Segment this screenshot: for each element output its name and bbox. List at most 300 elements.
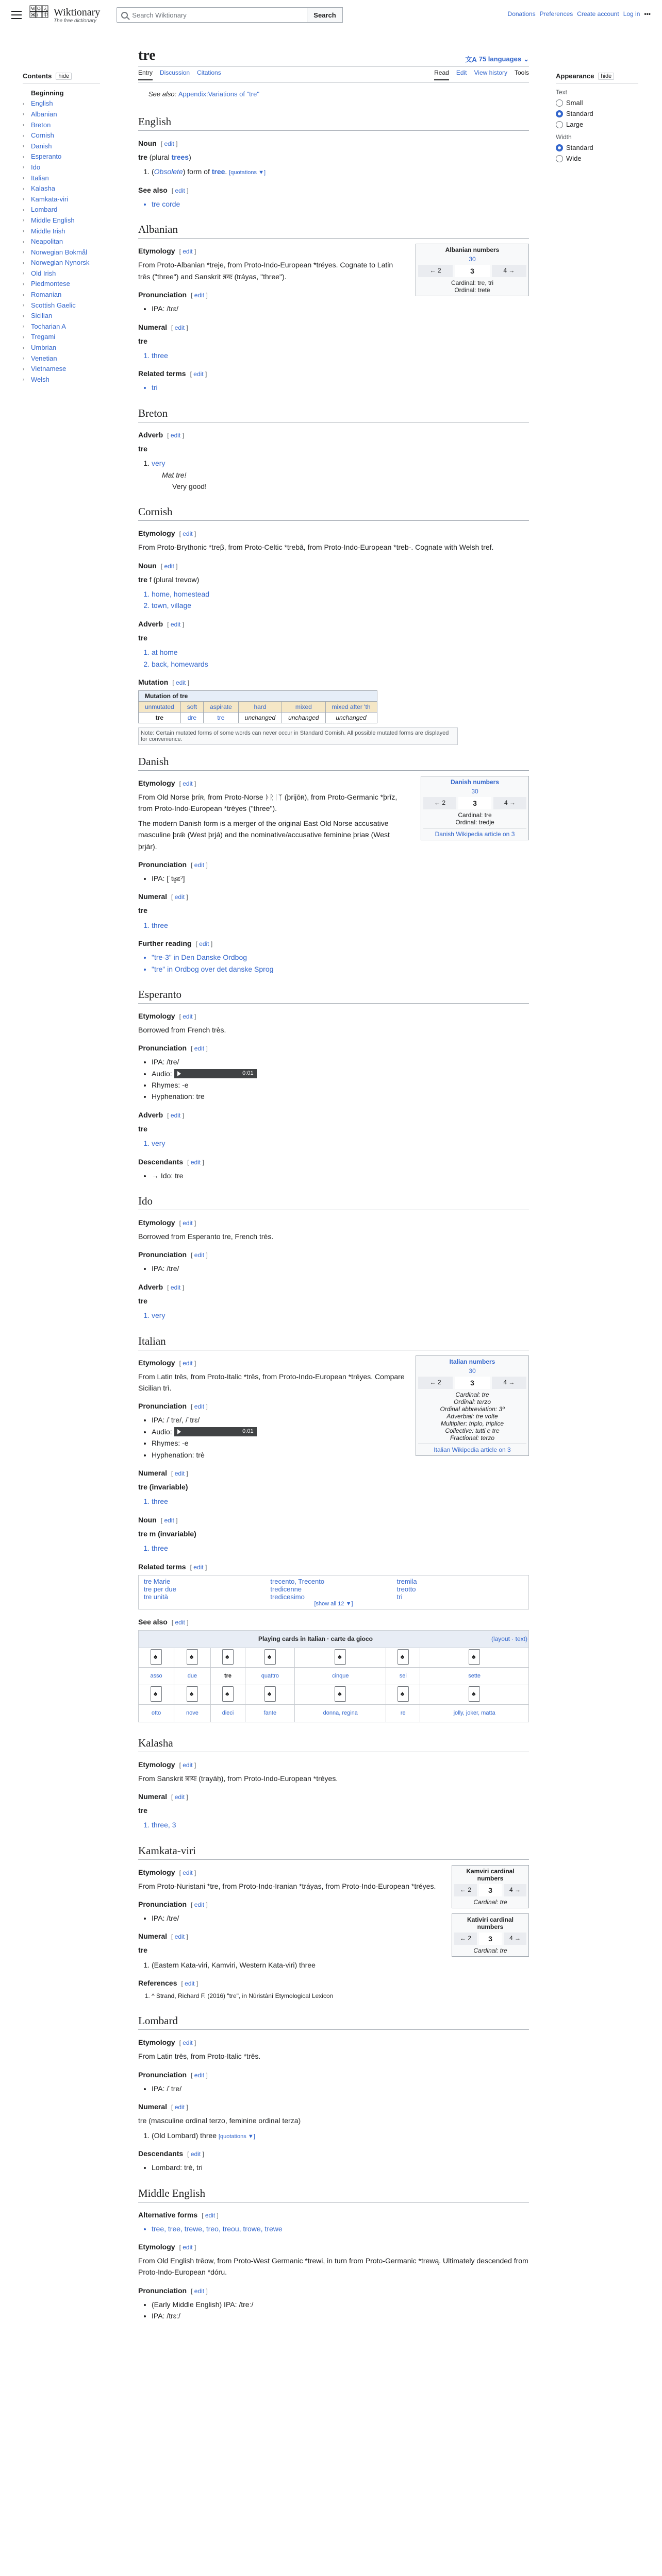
albanian-pronunciation-heading: Pronunciation [ edit ] [138,291,208,299]
chevron-right-icon[interactable]: › [23,324,24,329]
chevron-right-icon[interactable]: › [23,175,24,181]
toc-item[interactable]: › Piedmontese [23,280,70,288]
kamkata-etymology: From Proto-Nuristani *tre, from Proto-Indo-Iranian *tráyas, from Proto-Indo-European *tréyes. [138,1882,436,1890]
me-ipa: • (Early Middle English) IPA: /treː/ [152,2299,529,2310]
edit-link[interactable]: edit [185,1980,195,1988]
esperanto-definition[interactable]: 1. very [152,1138,529,1149]
chevron-right-icon[interactable]: › [23,207,24,212]
card-icon [335,1686,346,1702]
card-icon [264,1686,276,1702]
cornish-definition[interactable]: 2. town, village [152,600,529,611]
section-english: English [138,105,529,131]
tab-entry[interactable]: Entry [138,69,153,80]
italian-rhymes: • Rhymes: -e [152,1437,529,1449]
english-see-also-heading: See also [ edit ] [138,185,189,194]
ido-adverb-heading: Adverb [ edit ] [138,1282,184,1291]
section-middle-english: Middle English [138,2177,529,2202]
chevron-right-icon[interactable]: › [23,355,24,361]
alt-forms-list[interactable]: • tree, tree, trewe, treo, treou, trowe, trewe [152,2223,529,2234]
cornish-headword: tre f (plural trevow) [138,575,200,584]
edit-link[interactable]: edit [194,1901,205,1909]
toc-hide-button[interactable]: hide [56,73,72,80]
ido-etymology: Borrowed from Esperanto tre, French très. [138,1232,274,1241]
preferences-link[interactable]: Preferences [539,10,573,18]
edit-link[interactable]: edit [194,2287,205,2295]
italian-audio: • Audio: 0:01 [152,1426,529,1437]
edit-link[interactable]: edit [170,431,181,439]
toc-item[interactable]: › Albanian [23,110,57,118]
italian-definition[interactable]: 1. three [152,1543,529,1554]
playing-cards-table: Playing cards in Italian · carte da gioco (layout · text) ♠ ♠ ♠ ♠ ♠ ♠ ♠ asso due tre quattro cinque sei sette ♠ ♠ ♠ ♠ ♠ ♠ ♠ otto nove dieci fante donna, regina re jolly, joker, matta [138,1630,529,1722]
edit-link[interactable]: edit [183,1359,193,1367]
play-icon [177,1071,181,1076]
search-form [117,7,342,23]
italian-headword: tre m (invariable) [138,1529,196,1538]
lombard-headword: tre (masculine ordinal terzo, feminine ordinal terza) [138,2116,301,2125]
chevron-right-icon[interactable]: › [23,270,24,276]
card-icon [469,1649,480,1665]
toc-item[interactable]: › Norwegian Nynorsk [23,259,90,267]
albanian-numeral-heading: Numeral [ edit ] [138,323,188,331]
edit-link[interactable]: edit [174,1793,185,1801]
card-icon [398,1649,409,1665]
site-name: Wiktionary [54,6,101,18]
toc-item[interactable]: › Danish [23,142,52,150]
italian-etymology-heading: Etymology [ edit ] [138,1358,196,1367]
card-icon [187,1649,198,1665]
search-icon [121,12,128,19]
edit-link[interactable]: edit [174,2104,185,2111]
toc-header [23,72,100,83]
lombard-pronunciation-heading: Pronunciation [ edit ] [138,2070,208,2079]
related-term-link[interactable]: trecento, Trecento [270,1577,325,1585]
text-large-radio[interactable]: Large [556,121,638,128]
card-icon [222,1686,234,1702]
lombard-etymology: From Latin trēs, from Proto-Italic *trēs. [138,2052,261,2061]
edit-link[interactable]: edit [164,1516,174,1524]
esperanto-audio: • Audio: 0:01 [152,1068,529,1079]
quotations-toggle[interactable]: [quotations ▼] [229,170,266,176]
kamkata-ipa: • IPA: /tɾe/ [152,1912,529,1924]
edit-link[interactable]: edit [194,1251,205,1259]
chevron-right-icon[interactable]: › [23,122,24,128]
cornish-mutation-heading: Mutation [ edit ] [138,678,190,687]
toc-item[interactable]: › English [23,99,53,108]
svg-text:え: え [43,6,48,11]
further-reading-link[interactable]: • "tre" in Ordbog over det danske Sprog [152,963,529,975]
related-term-link[interactable]: tre Marie [144,1577,171,1585]
related-term-link[interactable]: treotto [396,1585,416,1593]
layout-link[interactable]: (layout · text) [491,1635,527,1643]
danish-definition[interactable]: 1. three [152,920,529,931]
toc-item[interactable]: Beginning [31,89,64,97]
chevron-right-icon[interactable]: › [23,185,24,191]
cornish-headword: tre [138,633,147,642]
me-pronunciation-heading: Pronunciation [ edit ] [138,2286,208,2295]
edit-link[interactable]: edit [194,1045,205,1053]
toc-item[interactable]: › Venetian [23,354,57,362]
section-albanian: Albanian [138,213,529,239]
edit-link[interactable]: edit [183,530,193,538]
toc-item[interactable]: › Ido [23,163,41,171]
edit-link[interactable]: edit [170,1283,181,1291]
section-kamkata-viri: Kamkata-viri [138,1834,529,1860]
danish-numbers-box: Danish numbers 30 ← 2 3 4 → Cardinal: tre Ordinal: tredje Danish Wikipedia article on 3 [421,776,529,840]
edit-link[interactable]: edit [205,2211,216,2219]
edit-link[interactable]: edit [194,861,205,869]
danish-etymology-heading: Etymology [ edit ] [138,779,196,788]
kamviri-numbers-box: Kamviri cardinal numbers ← 2 3 4 → Cardinal: tre [452,1865,529,1908]
languages-button[interactable]: 文A 75 languages ⌄ [465,55,529,63]
me-ipa: • IPA: /trɛː/ [152,2310,529,2321]
tab-citations[interactable]: Citations [197,69,221,76]
edit-link[interactable]: edit [175,1618,185,1626]
chevron-right-icon[interactable]: › [23,292,24,297]
english-noun-heading: Noun [ edit ] [138,139,178,147]
descendant-item: • Lombard: trè, tri [152,2162,529,2173]
italian-numeral-heading: Numeral [ edit ] [138,1468,188,1477]
edit-link[interactable]: edit [190,2150,201,2158]
search-input[interactable]: Search Wiktionary [117,7,307,23]
albanian-ipa: • IPA: /tɾɛ/ [152,303,529,314]
related-term-link[interactable]: tri [396,1592,403,1601]
italian-related-heading: Related terms [ edit ] [138,1562,207,1571]
section-italian: Italian [138,1325,529,1350]
danish-etymology: From Old Norse þríʀ, from Proto-Norse ᚦᚱᛁᛉ (þrijōʀ), from Proto-Germanic *þrīz, from Proto-Indo-European *tréyes ("three"). [138,793,398,813]
italian-pronunciation-heading: Pronunciation [ edit ] [138,1402,208,1411]
related-term-link[interactable]: tremila [396,1577,417,1585]
edit-link[interactable]: edit [170,1111,181,1119]
italian-see-also-heading: See also [ edit ] [138,1617,189,1626]
tab-read[interactable]: Read [434,69,449,80]
card-icon [151,1649,162,1665]
kalasha-definition[interactable]: 1. three, 3 [152,1819,529,1831]
usage-example: Mat tre! [162,470,187,479]
svg-text:Ж: Ж [31,12,36,18]
edit-link[interactable]: edit [164,562,174,570]
site-tagline: The free dictionary [54,18,96,24]
italian-ipa: • IPA: /ˈtre/, /ˈtrɛ/ [152,1414,529,1426]
section-ido: Ido [138,1184,529,1210]
toc-item[interactable]: › Sicilian [23,312,53,320]
ido-definition[interactable]: 1. very [152,1310,529,1321]
appearance-title: Appearance [556,72,594,80]
italian-headword: tre (invariable) [138,1482,188,1491]
edit-link[interactable]: edit [174,324,185,331]
chevron-right-icon[interactable]: › [23,260,24,265]
italian-etymology: From Latin trēs, from Proto-Italic *trēs, from Proto-Indo-European *tréyes. Compare Sicilian trì. [138,1372,405,1392]
toc-item[interactable]: › Umbrian [23,344,57,352]
edit-link[interactable]: edit [194,292,205,299]
svg-text:W: W [31,6,36,11]
svg-text:Ω: Ω [37,6,41,11]
italian-noun-heading: Noun [ edit ] [138,1515,178,1524]
kativiri-numbers-box: Kativiri cardinal numbers ← 2 3 4 → Cardinal: tre [452,1913,529,1957]
main-menu-icon[interactable] [11,11,22,19]
chevron-right-icon[interactable]: › [23,302,24,308]
related-term-link[interactable]: tre unità [144,1592,168,1601]
cornish-definition[interactable]: 1. at home [152,647,529,658]
create-account-link[interactable]: Create account [577,10,619,18]
chevron-right-icon[interactable]: › [23,239,24,244]
edit-link[interactable]: edit [183,780,193,788]
albanian-definition[interactable]: 1. three [152,350,529,361]
wikipedia-link[interactable]: Danish Wikipedia article on 3 [423,828,526,838]
edit-link[interactable]: edit [164,140,174,147]
kamkata-pronunciation-heading: Pronunciation [ edit ] [138,1900,208,1909]
me-etymology: From Old English trēow, from Proto-West Germanic *trewi, in turn from Proto-Germanic *trewą. Ultimately descended from Proto-Indo-European *dóru. [138,2256,528,2277]
albanian-headword: tre [138,336,147,345]
card-icon [335,1649,346,1665]
edit-link[interactable]: edit [199,940,209,948]
esperanto-etymology-heading: Etymology [ edit ] [138,1011,196,1020]
edit-link[interactable]: edit [175,187,185,194]
kamkata-references-heading: References [ edit ] [138,1979,198,1988]
ido-pronunciation-heading: Pronunciation [ edit ] [138,1250,208,1259]
lombard-etymology-heading: Etymology [ edit ] [138,2038,196,2047]
chevron-right-icon[interactable]: › [23,132,24,138]
cornish-definition[interactable]: 2. back, homewards [152,658,529,670]
card-icon [398,1686,409,1702]
tab-view-history[interactable]: View history [474,69,507,76]
related-terms-list [138,1575,529,1609]
esperanto-rhymes: • Rhymes: -e [152,1079,529,1091]
edit-link[interactable]: edit [183,1219,193,1227]
esperanto-hyphenation: • Hyphenation: tre [152,1091,529,1102]
wiktionary-logo-icon[interactable] [29,5,49,25]
appendix-link[interactable]: Appendix:Variations of "tre" [178,90,259,98]
mutation-note: Note: Certain mutated forms of some words can never occur in Standard Cornish. All possible mutated forms are displayed for convenience. [138,727,458,745]
log-in-link[interactable]: Log in [623,10,640,18]
ido-headword: tre [138,1296,147,1305]
mutation-table: Mutation of tre unmutated soft aspirate hard mixed mixed after 'th tre dre tre unchanged unchanged unchanged [138,690,377,723]
audio-player[interactable]: 0:01 [174,1069,257,1078]
edit-link[interactable]: edit [174,1469,185,1477]
further-reading-link[interactable]: • "tre-3" in Den Danske Ordbog [152,952,529,963]
kalasha-headword: tre [138,1806,147,1815]
kamkata-headword: tre [138,1946,147,1955]
edit-link[interactable]: edit [194,1403,205,1411]
kalasha-etymology-heading: Etymology [ edit ] [138,1760,196,1769]
edit-link[interactable]: edit [183,2039,193,2047]
section-cornish: Cornish [138,495,529,521]
wikipedia-link[interactable]: Italian Wikipedia article on 3 [418,1444,526,1453]
main-content [138,47,529,2325]
esperanto-pronunciation-heading: Pronunciation [ edit ] [138,1044,208,1053]
cornish-noun-heading: Noun [ edit ] [138,561,178,570]
edit-link[interactable]: edit [183,1012,193,1020]
table-of-contents [23,72,100,385]
card-icon [151,1686,162,1702]
edit-link[interactable]: edit [174,1933,185,1941]
me-etymology-heading: Etymology [ edit ] [138,2242,196,2251]
user-links [508,10,651,18]
kamkata-numeral-heading: Numeral [ edit ] [138,1932,188,1941]
page-tabs [138,66,529,83]
toc-item[interactable]: › Italian [23,174,49,182]
site-header [0,0,662,30]
chevron-right-icon[interactable]: › [23,100,24,106]
edit-link[interactable]: edit [193,370,204,378]
chevron-right-icon[interactable]: › [23,281,24,286]
chevron-right-icon[interactable]: › [23,143,24,149]
toc-item[interactable]: › Cornish [23,131,54,140]
albanian-etymology-heading: Etymology [ edit ] [138,247,196,256]
cornish-etymology: From Proto-Brythonic *treβ, from Proto-Celtic *trebā, from Proto-Indo-European *treb-. Cognate with Welsh tref. [138,543,494,552]
toc-item[interactable]: › Vietnamese [23,365,67,373]
cornish-etymology-heading: Etymology [ edit ] [138,529,196,538]
card-icon [469,1686,480,1702]
section-kalasha: Kalasha [138,1726,529,1752]
tab-edit[interactable]: Edit [456,69,467,76]
edit-link[interactable]: edit [183,248,193,256]
toc-item[interactable]: › Middle English [23,216,75,224]
esperanto-descendants-heading: Descendants [ edit ] [138,1157,204,1166]
cornish-adverb-heading: Adverb [ edit ] [138,619,184,628]
toc-item[interactable]: › Kalasha [23,184,55,193]
danish-ipa: • IPA: [ˈtʁ̥ɛˀ] [152,873,529,884]
chevron-right-icon[interactable]: › [23,154,24,159]
toc-title: Contents [23,72,52,80]
lombard-numeral-heading: Numeral [ edit ] [138,2103,188,2111]
danish-numeral-heading: Numeral [ edit ] [138,892,188,901]
toc-item[interactable]: › Welsh [23,375,49,383]
cornish-definition[interactable]: 1. home, homestead [152,588,529,600]
audio-player[interactable]: 0:01 [174,1427,257,1436]
chevron-down-icon: ⌄ [523,55,529,63]
toc-item[interactable]: › Old Irish [23,269,56,277]
toc-item[interactable]: › Esperanto [23,152,62,161]
esperanto-adverb-heading: Adverb [ edit ] [138,1110,184,1119]
play-icon [177,1429,181,1434]
card-icon [222,1649,234,1665]
page-title: tre [138,47,156,63]
chevron-right-icon[interactable]: › [23,217,24,223]
toc-item[interactable]: › Tregami [23,333,56,341]
width-wide-radio[interactable]: Wide [556,155,638,162]
edit-link[interactable]: edit [183,1869,193,1876]
text-small-radio[interactable]: Small [556,99,638,107]
lombard-ipa: • IPA: /ˈtre/ [152,2083,529,2094]
chevron-right-icon[interactable]: › [23,111,24,117]
danish-etymology-note: The modern Danish form is a merger of the original East Old Norse accusative masculine þrǣ (West þrjá) and the nominative/accusative feminine þriaʀ (West þrjár). [138,819,390,851]
lombard-definition: 1. (Old Lombard) three [quotations ▼] [152,2130,529,2142]
related-term-link[interactable]: tredicenne [270,1585,302,1593]
esperanto-etymology: Borrowed from French très. [138,1025,226,1034]
appearance-hide-button[interactable]: hide [598,73,614,80]
chevron-right-icon[interactable]: › [23,313,24,318]
toc-item[interactable]: › Scottish Gaelic [23,301,76,309]
ido-etymology-heading: Etymology [ edit ] [138,1218,196,1227]
appearance-header [556,72,638,83]
ido-ipa: • IPA: /tre/ [152,1263,529,1274]
english-definition: 1. (Obsolete) form of tree. [quotations ▼] [152,166,529,178]
edit-link[interactable]: edit [193,1563,204,1571]
albanian-etymology: From Proto-Albanian *treje, from Proto-Indo-European *tréyes. Cognate to Latin trēs ("three") and Sanskrit त्रयः (tráyas, "three"). [138,261,393,281]
danish-pronunciation-heading: Pronunciation [ edit ] [138,860,208,869]
tab-tools[interactable]: Tools [514,69,529,76]
show-all-toggle[interactable]: [show all 12 ▼] [314,1600,353,1607]
quotations-toggle[interactable]: [quotations ▼] [218,2133,255,2140]
width-standard-radio[interactable]: Standard [556,144,638,151]
toc-item[interactable]: › Lombard [23,206,58,214]
section-esperanto: Esperanto [138,978,529,1004]
chevron-right-icon[interactable]: › [23,196,24,202]
width-label: Width [556,133,572,141]
edit-link[interactable]: edit [174,893,185,901]
toc-item[interactable]: › Norwegian Bokmål [23,248,88,256]
toc-item[interactable]: › Romanian [23,291,62,299]
chevron-right-icon[interactable]: › [23,377,24,382]
lombard-descendants-heading: Descendants [ edit ] [138,2149,204,2158]
edit-link[interactable]: edit [170,620,181,628]
cards-title: Playing cards in Italian · carte da gioco [258,1635,373,1643]
chevron-right-icon[interactable]: › [23,249,24,255]
italian-hyphenation: • Hyphenation: trè [152,1449,529,1461]
appearance-panel [556,72,638,165]
card-icon [264,1649,276,1665]
svg-text:中: 中 [43,12,48,18]
usage-translation: Very good! [172,482,207,490]
chevron-right-icon[interactable]: › [23,228,24,234]
esperanto-headword: tre [138,1124,147,1133]
donations-link[interactable]: Donations [507,10,536,18]
see-also-hatnote: See also: Appendix:Variations of "tre" [148,90,259,98]
chevron-right-icon[interactable]: › [23,334,24,340]
edit-link[interactable]: edit [194,2071,205,2079]
kalasha-numeral-heading: Numeral [ edit ] [138,1792,188,1801]
kamkata-definition: 1. (Eastern Kata-viri, Kamviri, Western Kata-viri) three [152,1959,529,1971]
toc-item[interactable]: › Kamkata-viri [23,195,69,203]
related-term-link[interactable]: tre per due [144,1585,176,1593]
edit-link[interactable]: edit [183,2243,193,2251]
tab-discussion[interactable]: Discussion [160,69,190,76]
danish-headword: tre [138,906,147,915]
breton-definition: 1. very Mat tre! Very good! [152,457,529,492]
chevron-right-icon[interactable]: › [23,164,24,170]
card-icon [187,1686,198,1702]
kalasha-etymology: From Sanskrit त्रायः (trayáḥ), from Proto-Indo-European *tréyes. [138,1774,338,1783]
albanian-related-heading: Related terms [ edit ] [138,369,207,378]
toc-item[interactable]: › Breton [23,121,51,129]
esperanto-ipa: • IPA: /tre/ [152,1056,529,1067]
albanian-numbers-box: Albanian numbers 30 ← 2 3 4 → Cardinal: tre, tri Ordinal: tretë [416,244,529,296]
site-wordmark[interactable] [54,7,100,24]
title-row [138,47,529,66]
toc-item[interactable]: › Neapolitan [23,238,63,246]
more-options-icon[interactable]: ••• [644,10,651,18]
text-standard-radio[interactable]: Standard [556,110,638,117]
danish-further-reading-heading: Further reading [ edit ] [138,939,213,948]
breton-adverb-heading: Adverb [ edit ] [138,430,184,439]
see-also-link[interactable]: • tre corde [152,198,529,210]
toc-item[interactable]: › Tocharian A [23,322,66,330]
related-term-link[interactable]: tredicesimo [270,1592,305,1601]
chevron-right-icon[interactable]: › [23,345,24,350]
edit-link[interactable]: edit [183,1761,193,1769]
search-button[interactable]: Search [307,7,342,23]
me-alt-forms-heading: Alternative forms [ edit ] [138,2210,219,2219]
edit-link[interactable]: edit [176,679,186,687]
toc-item[interactable]: › Middle Irish [23,227,65,235]
related-term-link[interactable]: • tri [152,382,529,393]
svg-text:i: i [37,12,38,18]
italian-definition[interactable]: 1. three [152,1496,529,1507]
chevron-right-icon[interactable]: › [23,366,24,371]
section-danish: Danish [138,745,529,771]
english-headword: tre (plural trees) [138,153,191,161]
edit-link[interactable]: edit [190,1158,201,1166]
